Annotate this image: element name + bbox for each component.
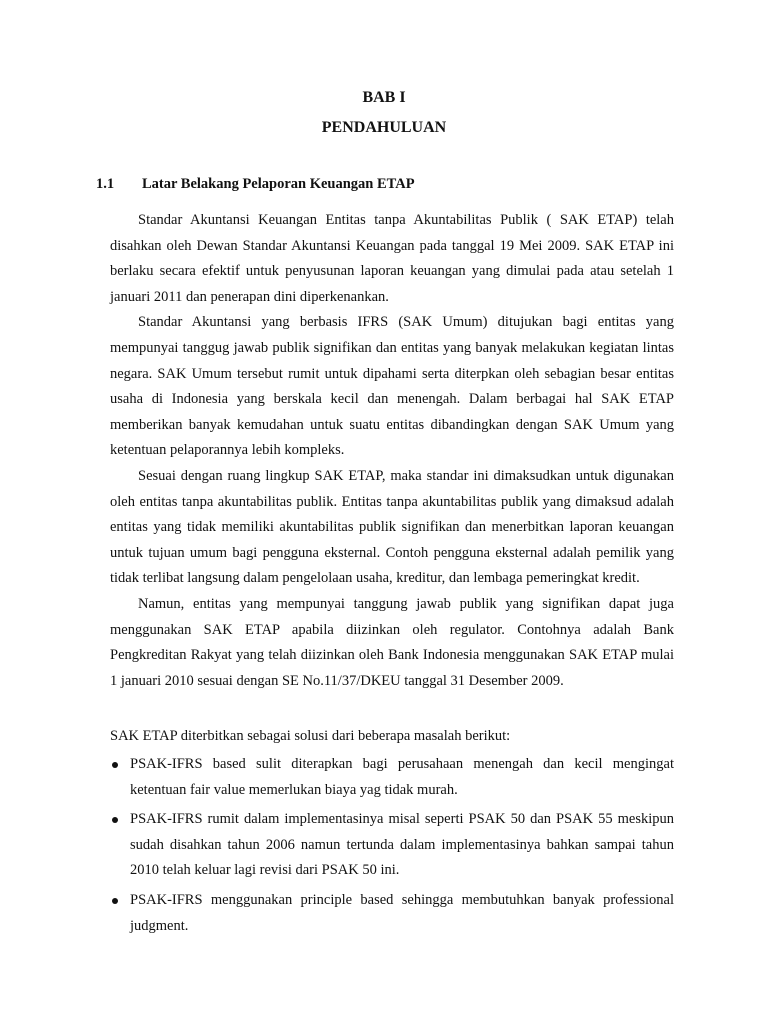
body-text <box>110 208 674 694</box>
bullet-list <box>110 752 674 943</box>
list-item <box>110 752 674 803</box>
list-item-text: PSAK-IFRS menggunakan principle based sehingga membutuhkan banyak professional judgment. <box>130 891 674 934</box>
list-item <box>110 888 674 939</box>
section-heading <box>96 174 415 194</box>
paragraph-4: Namun, entitas yang mempunyai tanggung jawab publik yang signifikan dapat juga menggunakan SAK ETAP apabila diizinkan oleh regulator. Contohnya adalah Bank Pengkreditan Rakyat yang telah diizinkan oleh Bank Indonesia menggunakan SAK ETAP mulai 1 januari 2010 sesuai dengan SE No.11/37/DKEU tanggal 31 Desember 2009. <box>110 595 674 689</box>
list-intro: SAK ETAP diterbitkan sebagai solusi dari beberapa masalah berikut: <box>110 728 511 744</box>
list-item <box>110 807 674 884</box>
section-number: 1.1 <box>96 176 115 192</box>
paragraph-3: Sesuai dengan ruang lingkup SAK ETAP, maka standar ini dimaksudkan untuk digunakan oleh entitas tanpa akuntabilitas publik. Entitas tanpa akuntabilitas publik yang dimaksud adalah entitas yang tidak memiliki akuntabilitas publik signifikan dan menerbitkan laporan keuangan untuk tujuan umum bagi pengguna eksternal. Contoh pengguna eksternal adalah pemilik yang tidak terlibat langsung dalam pengelolaan usaha, kreditur, dan lembaga pemeringkat kredit. <box>110 467 674 587</box>
paragraph-1: Standar Akuntansi Keuangan Entitas tanpa Akuntabilitas Publik ( SAK ETAP) telah disahkan oleh Dewan Standar Akuntansi Keuangan pada tanggal 19 Mei 2009. SAK ETAP ini berlaku secara efektif untuk penyusunan laporan keuangan yang dimulai pada atau setelah 1 januari 2011 dan penerapan dini diperkenankan. <box>110 212 674 305</box>
bullet-icon <box>112 762 118 768</box>
section-title: Latar Belakang Pelaporan Keuangan ETAP <box>142 176 415 192</box>
bullet-icon <box>112 898 118 904</box>
paragraph-2: Standar Akuntansi yang berbasis IFRS (SAK Umum) ditujukan bagi entitas yang mempunyai tanggug jawab publik signifikan dan entitas yang banyak melakukan kegiatan lintas negara. SAK Umum tersebut rumit untuk dipahami serta diterpkan oleh sebagian besar entitas usaha di Indonesia yang berskala kecil dan menengah. Dalam berbagai hal SAK ETAP memberikan banyak kemudahan untuk suatu entitas dibandingkan dengan SAK Umum yang ketentuan pelaporannya lebih kompleks. <box>110 314 674 459</box>
list-item-text: PSAK-IFRS based sulit diterapkan bagi perusahaan menengah dan kecil mengingat ketentuan fair value memerlukan biaya yag tidak murah. <box>130 756 674 798</box>
chapter-number: BAB I <box>362 89 406 106</box>
list-item-text: PSAK-IFRS rumit dalam implementasinya misal seperti PSAK 50 dan PSAK 55 meskipun sudah disahkan tahun 2006 namun tertunda dalam implementasinya bahkan sampai tahun 2010 telah keluar lagi revisi dari PSAK 50 ini. <box>130 811 674 879</box>
chapter-title: PENDAHULUAN <box>321 119 447 136</box>
bullet-icon <box>112 817 118 823</box>
